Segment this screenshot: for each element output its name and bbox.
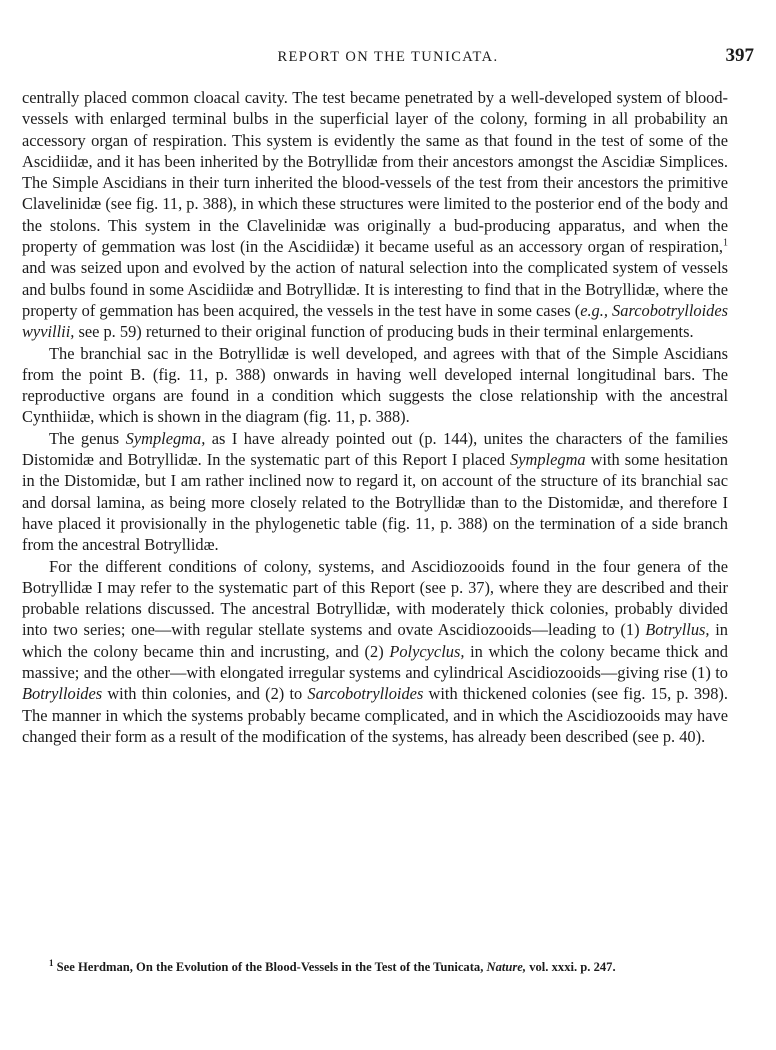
paragraph-2: The branchial sac in the Botryllidæ is well developed, and agrees with that of the Simple Ascidians from the point B. (fig. 11, p. 388) onwards in having well developed internal longitudinal bars. The reproductive organs are found in a condition which suggests the close relationship with the ancestral Cynthiidæ, which is shown in the diagram (fig. 11, p. 388). bbox=[22, 343, 728, 427]
footnote-journal: Nature, bbox=[486, 960, 527, 974]
p1-text-1: centrally placed common cloacal cavity. The test became penetrated by a well-developed system of blood-vessels with enlarged terminal bulbs in the superficial layer of the colony, forming in all probability an accessory organ of respiration. This system is evidently the same as that found in the test of some of the Ascidiidæ, and it has been inherited by the Botryllidæ from their ancestors amongst the Ascidiæ Simplices. The Simple Ascidians in their turn inherited the blood-vessels of the test from their ancestors the primitive Clavelinidæ (see fig. 11, p. 388), in which these structures were limited to the posterior end of the body and the stolons. This system in the Clavelinidæ was originally a bud-producing apparatus, and when the property of gemmation was lost (in the Ascidiidæ) it became useful as an accessory organ of respiration, bbox=[22, 88, 728, 257]
p1-text-2: and was seized upon and evolved by the action of natural selection into the complicated system of vessels and bulbs found in some Ascidiidæ and Botryllidæ. It is interesting to find that in the Botryllidæ, where the property of gemmation has been acquired, the vessels in the test have in some cases ( bbox=[22, 258, 728, 320]
p4-text-2: in which the colony became thin and incrusting, and (2) bbox=[22, 620, 728, 661]
p4-italic-1: Botryllus, bbox=[645, 620, 710, 640]
footnote-text-1: See Herdman, On the Evolution of the Blood-Vessels in the Test of the Tunicata, bbox=[53, 960, 487, 974]
page-number: 397 bbox=[725, 45, 754, 66]
p4-italic-4: Sarcobotrylloides bbox=[307, 684, 424, 704]
p3-italic-2: Symplegma bbox=[510, 450, 586, 470]
paragraph-1 bbox=[22, 87, 728, 343]
paragraph-4 bbox=[22, 556, 728, 748]
p1-italic-example: e.g., Sarcobotrylloides wyvillii, bbox=[22, 300, 728, 342]
p3-text-1: The genus bbox=[49, 428, 126, 448]
p3-text-3: with some hesitation in the Distomidæ, but I am rather inclined now to regard it, on account of the structure of its branchial sac and dorsal lamina, as being more closely related to the Botryllidæ than to the Distomidæ, and therefore I have placed it provisionally in the phylogenetic table (fig. 11, p. 388) on the termination of a side branch from the ancestral Botryllidæ. bbox=[22, 450, 728, 555]
footnote-text-2: vol. xxxi. p. 247. bbox=[526, 960, 616, 974]
p1-text-3: see p. 59) returned to their original function of producing buds in their terminal enlargements. bbox=[74, 322, 694, 342]
paragraph-3 bbox=[22, 428, 728, 556]
running-title: REPORT ON THE TUNICATA. bbox=[277, 49, 499, 65]
p4-text-1: For the different conditions of colony, systems, and Ascidiozooids found in the four genera of the Botryllidæ I may refer to the systematic part of this Report (see p. 37), where they are described and their probable relations discussed. The ancestral Botryllidæ, with moderately thick colonies, probably divided into two series; one—with regular stellate systems and ovate Ascidiozooids—leading to (1) bbox=[22, 556, 728, 640]
body-text bbox=[22, 87, 728, 747]
p3-text-2: as I have already pointed out (p. 144), unites the characters of the families Distomidæ and Botryllidæ. In the systematic part of this Report I placed bbox=[22, 428, 729, 470]
p4-text-4: with thin colonies, and (2) to bbox=[102, 684, 308, 704]
p4-text-3: in which the colony became thick and massive; and the other—with elongated irregular systems and cylindrical Ascidiozooids—giving rise (1) to bbox=[22, 641, 728, 683]
footnote-reference: 1 bbox=[723, 237, 728, 249]
page-header bbox=[22, 46, 754, 70]
p4-text-5: with thickened colonies (see fig. 15, p. 398). The manner in which the systems probably became complicated, and in which the Ascidiozooids may have changed their form as a result of the modification of the systems, has already been described (see p. 40). bbox=[22, 684, 728, 746]
footnote-mark: 1 bbox=[49, 957, 54, 968]
p4-italic-2: Polycyclus, bbox=[389, 641, 465, 661]
p4-italic-3: Botrylloides bbox=[22, 684, 103, 704]
p3-italic-1: Symplegma, bbox=[125, 428, 206, 448]
footnote bbox=[22, 959, 728, 975]
